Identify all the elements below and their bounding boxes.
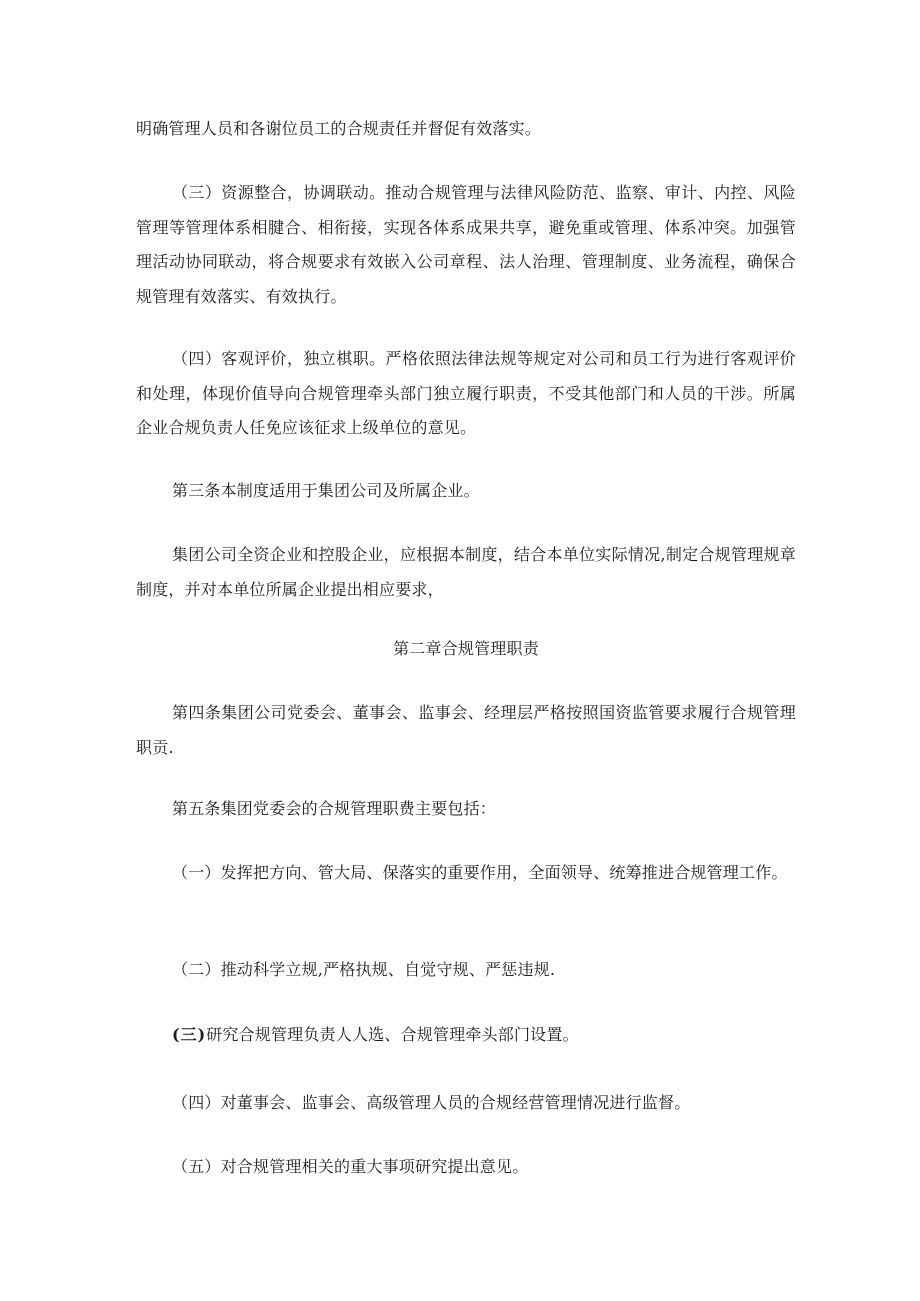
paragraph-item-3 <box>136 1018 796 1053</box>
paragraph-objective-evaluation: （四）客观评价，独立棋职。严格依照法律法规等规定对公司和员工行为进行客观评价和处理，体现价值导向合规管理牵头部门独立履行职责，不受其他部门和人员的干涉。所属企业合规负责人任免应该征求上级单位的意见。 <box>136 349 796 437</box>
paragraph-article-3: 第三条本制度适用于集团公司及所属企业。 <box>172 481 480 500</box>
paragraph-article-5: 第五条集团党委会的合规管理职费主要包括： <box>172 799 497 818</box>
chapter-heading: 第二章合规管理职责 <box>393 639 539 658</box>
paragraph-1: 明确管理人员和各谢位员工的合规责任并督促有效落实。 <box>136 119 542 138</box>
paragraph-item-4: （四）对董事会、监事会、高级管理人员的合规经营管理情况进行监督。 <box>172 1093 691 1112</box>
paragraph-subsidiaries: 集团公司全资企业和控股企业，应根据本制度，结合本单位实际情况,制定合规管理规章制度，并对本单位所属企业提出相应要求， <box>136 545 796 599</box>
paragraph-item-2: （二）推动科学立规,严格执规、自觉守规、严惩违规. <box>172 960 556 979</box>
paragraph-item-5: （五）对合规管理相关的重大事项研究提出意见。 <box>172 1157 529 1176</box>
paragraph-item-1: （一）发挥把方向、管大局、保落实的重要作用，全面领导、统筹推进合规管理工作。 <box>172 863 788 882</box>
paragraph-article-4: 第四条集团公司党委会、董事会、监事会、经理层严格按照国资监管要求履行合规管理职贡. <box>136 703 796 757</box>
paragraph-resource-integration: （三）资源整合，协调联动。推动合规管理与法律风险防范、监察、审计、内控、风险管理等管理体系相腱合、相衔接，实现各体系成果共享，避免重或管理、体系冲突。加强管理活动协同联动，将合规要求有效嵌入公司章程、法人治理、管理制度、业务流程，确保合规管理有效落实、有效执行。 <box>136 183 796 306</box>
item-3-marker: (三) <box>172 1025 207 1044</box>
item-3-text: 研究合规管理负责人人选、合规管理牵头部门设置。 <box>206 1025 579 1044</box>
